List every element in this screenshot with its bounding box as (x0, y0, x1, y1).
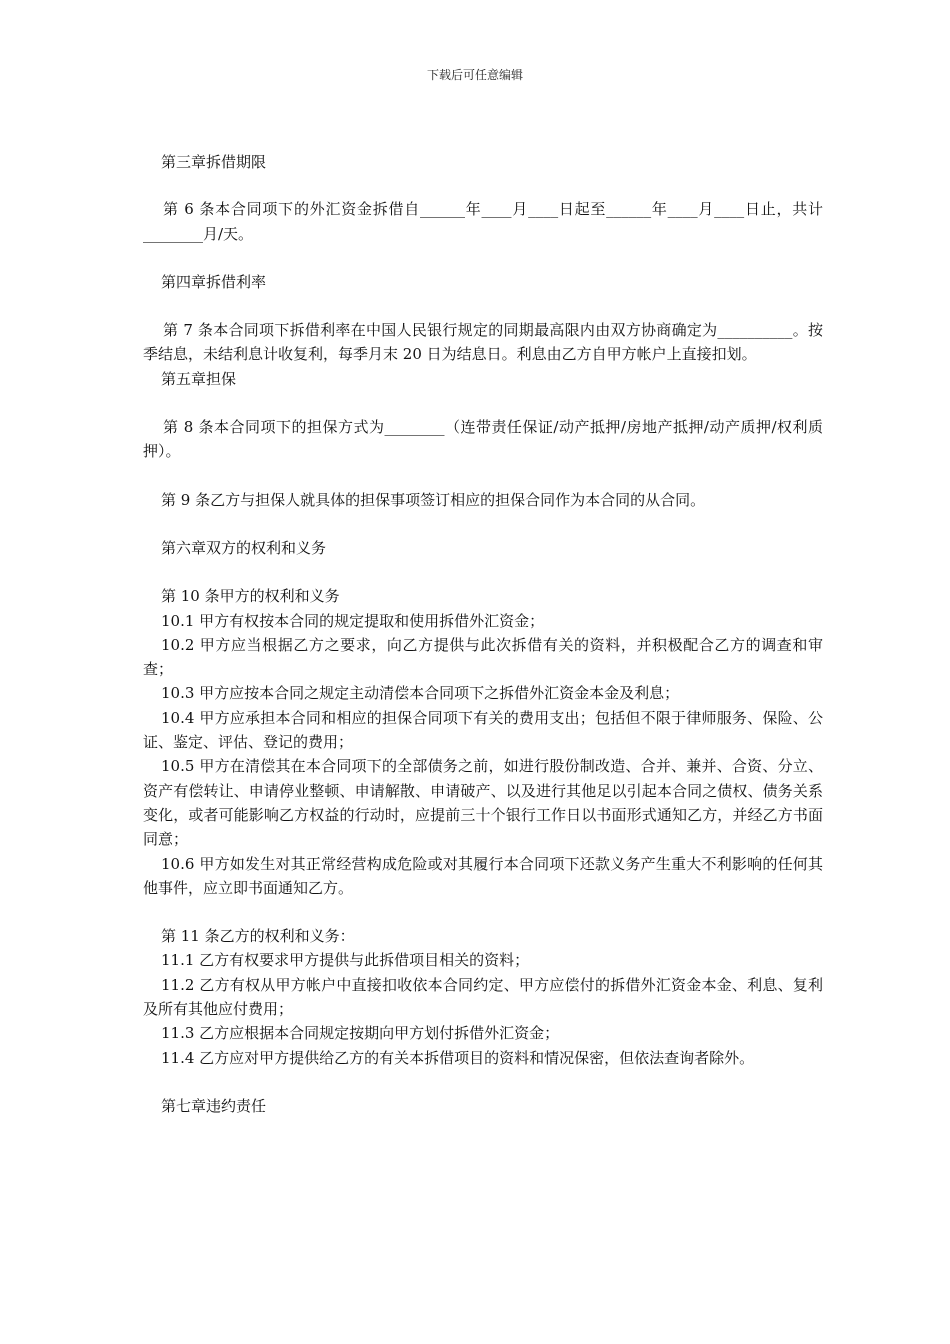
article-10-title: 第 10 条甲方的权利和义务 (161, 587, 340, 606)
article-6: 第 6 条本合同项下的外汇资金拆借自______年____月____日起至______年____月____日止，共计________月/天。 (143, 200, 823, 243)
article-10-3: 10.3 甲方应按本合同之规定主动清偿本合同项下之拆借外汇资金本金及利息； (161, 684, 680, 703)
article-9: 第 9 条乙方与担保人就具体的担保事项签订相应的担保合同作为本合同的从合同。 (161, 490, 706, 509)
chapter-4-title: 第四章拆借利率 (161, 272, 267, 291)
article-11-4: 11.4 乙方应对甲方提供给乙方的有关本拆借项目的资料和情况保密，但依法查询者除外。 (161, 1048, 755, 1067)
article-10-4: 10.4 甲方应承担本合同和相应的担保合同项下有关的费用支出；包括但不限于律师服务、保险、公证、鉴定、评估、登记的费用； (143, 708, 823, 752)
article-11-title: 第 11 条乙方的权利和义务： (161, 927, 355, 946)
chapter-7-title: 第七章违约责任 (161, 1096, 267, 1115)
article-11-2: 11.2 乙方有权从甲方帐户中直接扣收依本合同约定、甲方应偿付的拆借外汇资金本金、利息、复利及所有其他应付费用； (143, 975, 823, 1019)
article-10-5: 10.5 甲方在清偿其在本合同项下的全部债务之前，如进行股份制改造、合并、兼并、合资、分立、资产有偿转让、申请停业整顿、申请解散、申请破产、以及进行其他足以引起本合同之债权、债务关系变化，或者可能影响乙方权益的行动时，应提前三十个银行工作日以书面形式通知乙方，并经乙方书面同意； (143, 757, 823, 849)
article-11-3: 11.3 乙方应根据本合同规定按期向甲方划付拆借外汇资金； (161, 1024, 560, 1043)
document-body (143, 150, 823, 1118)
article-10-1: 10.1 甲方有权按本合同的规定提取和使用拆借外汇资金； (161, 611, 545, 630)
chapter-5-title: 第五章担保 (161, 369, 237, 388)
page-header: 下载后可任意编辑 (426, 68, 523, 82)
chapter-3-title: 第三章拆借期限 (161, 153, 267, 171)
article-7: 第 7 条本合同项下拆借利率在中国人民银行规定的同期最高限内由双方协商确定为__________。按季结息，未结利息计收复利，每季月末 20 日为结息日。利息由乙方自甲方帐户上直接扣划。 (143, 321, 823, 364)
article-11-1: 11.1 乙方有权要求甲方提供与此拆借项目相关的资料； (161, 951, 530, 970)
article-10-6: 10.6 甲方如发生对其正常经营构成危险或对其履行本合同项下还款义务产生重大不利影响的任何其他事件，应立即书面通知乙方。 (143, 854, 823, 897)
article-8: 第 8 条本合同项下的担保方式为________（连带责任保证/动产抵押/房地产抵押/动产质押/权利质押）。 (143, 418, 823, 461)
article-10-2: 10.2 甲方应当根据乙方之要求，向乙方提供与此次拆借有关的资料，并积极配合乙方的调查和审查； (143, 635, 823, 679)
chapter-6-title: 第六章双方的权利和义务 (161, 538, 327, 557)
